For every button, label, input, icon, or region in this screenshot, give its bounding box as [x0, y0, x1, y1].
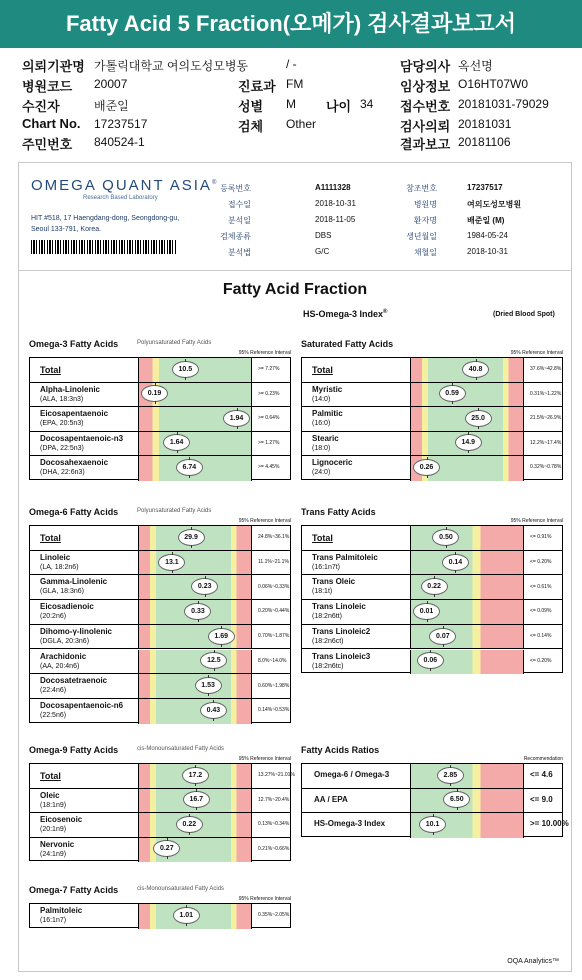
fatty-acid-name: Docosapentaenoic-n6 (22:5n6)	[40, 700, 124, 719]
reference-interval-label: Recommendation	[523, 756, 563, 762]
table-row	[302, 789, 562, 814]
hosp-code: 20007	[94, 77, 128, 91]
reference-range: 11.1%~21.1%	[258, 559, 289, 566]
value-marker: 0.01	[413, 603, 440, 620]
table-row	[30, 383, 290, 408]
age-label: 나이	[326, 99, 352, 114]
lab-analysis: 2018-11-05	[315, 215, 356, 224]
reference-interval-label: 95% Reference Interval	[510, 350, 563, 356]
lab-sample: DBS	[315, 231, 332, 240]
value-marker: 0.22	[176, 816, 203, 833]
reference-bar	[410, 358, 524, 382]
chart-label: Chart No.	[22, 116, 81, 131]
reference-bar	[138, 625, 252, 649]
lab-address: HIT #518, 17 Haengdang-dong, Seongdong-gu, Seoul 133-791, Korea.	[31, 215, 180, 233]
table-row	[30, 551, 290, 576]
fatty-acid-name: Trans Linoleic2 (18:2n6ct)	[312, 626, 371, 645]
reference-range: >= 10.00%	[530, 819, 569, 829]
barcode	[31, 240, 176, 254]
institution: 가톨릭대학교 여의도성모병동	[94, 59, 249, 73]
fatty-acid-name: Omega-6 / Omega-3	[314, 770, 390, 779]
reference-bar	[138, 358, 252, 382]
table-row	[302, 551, 562, 576]
reference-range: <= 0.20%	[530, 559, 552, 566]
chart-no: 17237517	[94, 117, 148, 131]
report-label: 결과보고	[400, 137, 451, 152]
reference-range: 0.14%~0.53%	[258, 707, 290, 714]
dried-blood-spot: (Dried Blood Spot)	[493, 311, 555, 318]
table-row	[30, 456, 290, 481]
value-marker: 0.14	[442, 554, 469, 571]
dept-label: 진료과	[238, 79, 276, 94]
fatty-acid-table	[301, 357, 563, 480]
fatty-acid-name: Gamma-Linolenic (GLA, 18:3n6)	[40, 577, 108, 596]
fatty-acid-name: Eicosapentaenoic (EPA, 20:5n3)	[40, 409, 109, 427]
fatty-acid-table	[29, 357, 291, 480]
fatty-acid-name: Arachidonic (AA, 20:4n6)	[40, 651, 87, 670]
fatty-acid-name: Total	[40, 771, 61, 781]
reference-range: 0.20%~0.44%	[258, 608, 290, 615]
reference-interval-label: 95% Reference Interval	[510, 518, 563, 524]
lab-ref_no: 17237517	[467, 183, 503, 192]
section-title: Omega-9 Fatty Acids	[29, 745, 119, 755]
doctor: 옥선명	[458, 59, 493, 73]
lab-report: OMEGA QUANT ASIA® Research Based Laboratory HIT #518, 17 Haengdang-dong, Seongdong-gu, Seoul 133-791, Korea. 등록번호 A1111328 참조번호 17237517 접수일 2018-10-31 병원명 여의도성모병원 분석일 2018-11-05 환자명 배준일 (M) 검체종류 DBS 생년월일 1984-05-24 분석법 G/C 채혈일 2018-10-31 Fatty Acid Fraction HS-Omega-3 Index® (Dried Blood Spot) Omega-3 Fatty Acids Polyunsaturated Fatty Acids 95% Reference Interval Total 10.5 >= 7.27% Alpha-Linolenic (ALA, 18:3n3) 0.19 >= 0.23% Eicosapentaenoic (EPA, 20:5n3) 1.94 >= 0.64% Docosapentaenoic-n3 (DPA, 22:5n3) 1.64 >= 1.27% Docosahexaenoic (DHA, 22:6n3) 6.74 >= 4.45% Saturated Fatty Acids 95% Reference Interval Total 40.8 37.6%~42.8% Myristic (14:0) 0.59 0.31%~1.22% Palmitic (16:0) 25.0 21.5%~26.9% Stearic (18:0) 14.9 12.2%~17.4% Lignoceric (24:0) 0.26 0.32%~0.78% Omega-6 Fatty Acids Polyunsaturated Fatty Acids 95% Reference Interval Total 29.9 24.8%~36.1% Linoleic (LA, 18:2n6) 13.1 11.1%~21.1% Gamma-Linolenic (GLA, 18:3n6) 0.23 0.06%~0.33% Eicosadienoic (20:2n6) 0.33 0.20%~0.44% Dihomo-γ-linolenic (DGLA, 20:3n6) 1.69 0.70%~1.87% Arachidonic (AA, 20:4n6) 12.5 8.0%~14.0% Docosatetraenoic (22:4n6) 1.53 0.60%~1.98% Docosapentaenoic-n6 (22:5n6) 0.43 0.14%~0.53% Trans Fatty Acids 95% Reference Interval Total 0.50 <= 0.91% Trans Palmitoleic (16:1n7t) 0.14 <= 0.20% Trans Oleic (18:1t) 0.22 <= 0.61% Trans Linoleic (18:2n6tt) 0.01 <= 0.09% Trans Linoleic2 (18:2n6ct) 0.07 <= 0.14% Trans Linoleic3 (18:2n6tc) 0.06 <= 0.20% Omega-9 Fatty Acids cis-Monounsaturated Fatty Acids 95% Reference Interval Total 17.2 13.27%~21.01% Oleic (18:1n9) 16.7 12.7%~20.4% Eicosenoic (20:1n9) 0.22 0.13%~0.34% Nervonic (24:1n9) 0.27 0.21%~0.66% Fatty Acids Ratios Recommendation Omega-6 / Omega-3 2.85 <= 4.6 AA / EPA 6.50 <= 9.0 HS-Omega-3 Index 10.1 >= 10.00% Omega-7 Fatty Acids cis-Monounsaturated Fatty Acids 95% Reference Interval Palmitoleic (16:1n7) 1.01 0.35%~2.05% OQA Analytics™	[18, 162, 572, 972]
reference-bar	[138, 407, 252, 431]
value-marker: 0.59	[439, 385, 466, 402]
lab-dob: 1984-05-24	[467, 231, 508, 240]
value-marker: 1.64	[163, 434, 190, 451]
value-marker: 0.26	[413, 459, 440, 476]
section-title: Saturated Fatty Acids	[301, 339, 394, 349]
fatty-acid-name: Palmitic (16:0)	[312, 409, 343, 427]
value-marker: 12.5	[200, 652, 227, 669]
section-title: Omega-3 Fatty Acids	[29, 339, 119, 349]
reference-bar	[410, 650, 524, 675]
reference-bar	[138, 456, 252, 481]
value-marker: 6.50	[443, 791, 470, 808]
value-marker: 14.9	[455, 434, 482, 451]
patient-info	[0, 52, 582, 152]
index-heading: HS-Omega-3 Index®	[303, 309, 388, 319]
fatty-acid-name: Trans Linoleic (18:2n6tt)	[312, 602, 366, 621]
reference-range: 21.5%~26.9%	[530, 415, 562, 422]
lab-logo-sub: Research Based Laboratory	[83, 195, 158, 201]
report-heading: Fatty Acid Fraction	[222, 281, 368, 298]
value-marker: 1.94	[223, 410, 250, 427]
reference-interval-label: 95% Reference Interval	[238, 896, 291, 902]
institution-label: 의뢰기관명	[22, 59, 85, 74]
reference-bar	[138, 432, 252, 456]
fatty-acid-name: Lignoceric (24:0)	[312, 458, 353, 476]
report-date: 20181106	[458, 135, 511, 149]
clinical: O16HT07W0	[458, 77, 529, 91]
section-title: Omega-7 Fatty Acids	[29, 885, 119, 895]
table-row	[30, 575, 290, 600]
section-subtitle: Polyunsaturated Fatty Acids	[137, 508, 212, 514]
fatty-acid-name: Stearic (18:0)	[312, 433, 339, 452]
table-row	[302, 407, 562, 432]
table-row	[30, 674, 290, 699]
lab-received: 2018-10-31	[315, 199, 356, 208]
fatty-acid-table	[29, 525, 291, 723]
fatty-acid-name: Myristic (14:0)	[312, 384, 343, 403]
table-row	[30, 699, 290, 724]
table-row	[30, 789, 290, 814]
doctor-label: 담당의사	[400, 59, 451, 74]
reference-interval-label: 95% Reference Interval	[238, 756, 291, 762]
table-row	[30, 764, 295, 789]
table-row	[30, 838, 290, 863]
reference-range: >= 0.23%	[258, 390, 280, 397]
reference-range: <= 9.0	[530, 794, 553, 804]
reference-interval-label: 95% Reference Interval	[238, 350, 291, 356]
reference-bar	[138, 526, 252, 550]
fatty-acid-name: Total	[40, 533, 61, 543]
reference-range: 0.60%~1.98%	[258, 682, 290, 689]
reference-bar	[410, 764, 524, 788]
reference-range: >= 4.45%	[258, 464, 280, 471]
fatty-acid-name: Eicosenoic (20:1n9)	[40, 815, 83, 833]
reference-bar	[138, 600, 252, 624]
hosp-code-label: 병원코드	[22, 79, 73, 94]
reference-range: >= 1.27%	[258, 439, 280, 446]
sex-label: 성별	[238, 99, 264, 114]
table-row	[302, 383, 562, 408]
section-title: Omega-6 Fatty Acids	[29, 507, 119, 517]
table-row	[30, 904, 290, 929]
value-marker: 10.5	[172, 361, 199, 378]
reference-bar	[410, 407, 524, 431]
fatty-acid-name: Trans Oleic (18:1t)	[312, 577, 356, 596]
ssn: 840524-1	[94, 135, 145, 149]
table-row	[302, 432, 562, 457]
reference-interval-label: 95% Reference Interval	[238, 518, 291, 524]
value-marker: 29.9	[178, 529, 205, 546]
reference-range: <= 0.91%	[530, 534, 552, 541]
fatty-acid-name: Palmitoleic (16:1n7)	[40, 906, 83, 924]
reference-range: 8.0%~14.0%	[258, 657, 287, 664]
value-marker: 1.53	[195, 677, 222, 694]
section-title: Trans Fatty Acids	[301, 507, 376, 517]
accession: 20181031-79029	[458, 97, 549, 111]
fatty-acid-name: Docosahexaenoic (DHA, 22:6n3)	[40, 458, 109, 476]
dept: FM	[286, 77, 304, 91]
table-row	[30, 432, 290, 457]
fatty-acid-name: Total	[312, 365, 333, 375]
reference-range: >= 7.27%	[258, 366, 280, 373]
report-title-banner: Fatty Acid 5 Fraction(오메가) 검사결과보고서	[0, 0, 582, 48]
fatty-acid-name: Docosatetraenoic (22:4n6)	[40, 676, 108, 695]
value-marker: 10.1	[419, 816, 446, 833]
fatty-acid-name: Alpha-Linolenic (ALA, 18:3n3)	[40, 384, 100, 403]
table-row	[30, 625, 290, 650]
table-row	[30, 358, 290, 383]
recipient-label: 수진자	[22, 99, 60, 114]
lab-hosp: 여의도성모병원	[467, 200, 522, 209]
table-row	[302, 575, 562, 600]
reference-bar	[138, 674, 252, 698]
fatty-acid-table	[29, 903, 291, 928]
value-marker: 0.07	[429, 628, 456, 645]
value-marker: 0.23	[191, 578, 218, 595]
reference-range: 0.70%~1.87%	[258, 633, 290, 640]
accession-label: 접수번호	[400, 99, 451, 114]
reference-bar	[138, 838, 252, 863]
section-title: Fatty Acids Ratios	[301, 745, 380, 755]
reference-range: >= 0.64%	[258, 415, 280, 422]
fatty-acid-name: Total	[40, 365, 61, 375]
reference-range: <= 0.61%	[530, 583, 552, 590]
value-marker: 2.85	[437, 767, 464, 784]
table-row	[302, 358, 562, 383]
lab-patient: 배준일 (M)	[467, 216, 505, 225]
test: Other	[286, 117, 317, 131]
value-marker: 0.43	[200, 702, 227, 719]
table-row	[30, 813, 290, 838]
table-row	[302, 625, 562, 650]
fatty-acid-table	[29, 763, 295, 861]
reference-bar	[410, 551, 524, 575]
reference-bar	[410, 625, 524, 649]
value-marker: 13.1	[158, 554, 185, 571]
value-marker: 1.01	[173, 907, 200, 924]
fatty-acid-name: Dihomo-γ-linolenic (DGLA, 20:3n6)	[40, 626, 112, 645]
reference-range: 13.27%~21.01%	[258, 772, 295, 779]
value-marker: 1.69	[208, 628, 235, 645]
reference-range: 12.2%~17.4%	[530, 439, 562, 446]
reference-bar	[138, 575, 252, 599]
table-row	[302, 526, 562, 551]
clinical-label: 임상정보	[400, 79, 451, 94]
age: 34	[360, 97, 374, 111]
reference-range: <= 0.14%	[530, 633, 552, 640]
value-marker: 16.7	[183, 791, 210, 808]
table-row	[302, 650, 562, 675]
table-row	[302, 456, 562, 481]
value-marker: 6.74	[176, 459, 203, 476]
reference-range: <= 0.20%	[530, 657, 552, 664]
table-row	[30, 650, 290, 675]
footer: OQA Analytics™	[507, 958, 559, 965]
reference-bar	[410, 813, 524, 838]
ssn-label: 주민번호	[22, 137, 73, 152]
value-marker: 40.8	[462, 361, 489, 378]
reference-bar	[138, 764, 252, 788]
fatty-acid-table	[301, 763, 569, 837]
fatty-acid-name: Total	[312, 533, 333, 543]
reference-range: 0.31%~1.22%	[530, 390, 562, 397]
reference-bar	[410, 600, 524, 624]
reference-bar	[410, 456, 524, 481]
lab-method: G/C	[315, 247, 330, 256]
value-marker: 0.50	[432, 529, 459, 546]
value-marker: 0.22	[421, 578, 448, 595]
fatty-acid-name: Docosapentaenoic-n3 (DPA, 22:5n3)	[40, 433, 124, 452]
reference-range: 24.8%~36.1%	[258, 534, 290, 541]
request-date: 20181031	[458, 117, 512, 131]
fatty-acid-name: Trans Palmitoleic (16:1n7t)	[312, 552, 378, 571]
table-row	[30, 600, 290, 625]
fatty-acid-name: HS-Omega-3 Index	[314, 819, 386, 828]
fatty-acid-name: Eicosadienoic (20:2n6)	[40, 602, 94, 621]
reference-range: 0.32%~0.78%	[530, 464, 562, 471]
reference-bar	[410, 383, 524, 407]
reference-bar	[138, 383, 252, 407]
value-marker: 0.33	[184, 603, 211, 620]
recipient: 배준일	[94, 99, 129, 113]
request-label: 검사의뢰	[400, 119, 451, 134]
sex: M	[286, 97, 296, 111]
reference-bar	[138, 904, 252, 929]
table-row	[302, 813, 569, 838]
reference-bar	[410, 526, 524, 550]
lab-collect: 2018-10-31	[467, 247, 508, 256]
fatty-acid-name: Linoleic (LA, 18:2n6)	[40, 552, 79, 571]
value-marker: 17.2	[182, 767, 209, 784]
fatty-acid-name: Oleic (18:1n9)	[40, 790, 67, 809]
reference-range: <= 4.6	[530, 770, 553, 780]
table-row	[30, 526, 290, 551]
reference-bar	[138, 650, 252, 674]
reference-bar	[138, 551, 252, 575]
reference-range: 0.13%~0.34%	[258, 821, 290, 828]
reference-range: 0.06%~0.33%	[258, 583, 290, 590]
reference-range: 0.35%~2.05%	[258, 912, 290, 919]
value-marker: 0.27	[153, 840, 180, 857]
lab-logo: OMEGA QUANT ASIA®	[31, 177, 219, 194]
reference-bar	[410, 575, 524, 599]
reference-bar	[410, 789, 524, 813]
reference-bar	[138, 699, 252, 724]
section-subtitle: cis-Monounsaturated Fatty Acids	[137, 886, 225, 892]
fatty-acid-name: Nervonic (24:1n9)	[40, 839, 75, 858]
value-marker: 0.19	[141, 385, 168, 402]
fatty-acid-name: AA / EPA	[314, 794, 348, 804]
table-row	[302, 600, 562, 625]
test-label: 검체	[238, 119, 264, 134]
reference-range: 0.21%~0.66%	[258, 845, 290, 852]
reference-bar	[410, 432, 524, 456]
lab-reg_no: A1111328	[315, 183, 351, 192]
value-marker: 25.0	[465, 410, 492, 427]
value-marker: 0.06	[417, 652, 444, 669]
section-subtitle: Polyunsaturated Fatty Acids	[137, 340, 212, 346]
reference-bar	[138, 813, 252, 837]
table-row	[30, 407, 290, 432]
fatty-acid-name: Trans Linoleic3 (18:2n6tc)	[312, 651, 371, 670]
fatty-acid-table	[301, 525, 563, 673]
reference-range: 12.7%~20.4%	[258, 796, 290, 803]
table-row	[302, 764, 562, 789]
reference-bar	[138, 789, 252, 813]
section-subtitle: cis-Monounsaturated Fatty Acids	[137, 746, 225, 752]
reference-range: 37.6%~42.8%	[530, 366, 562, 373]
reference-range: <= 0.09%	[530, 608, 552, 615]
slash: / -	[286, 57, 297, 71]
